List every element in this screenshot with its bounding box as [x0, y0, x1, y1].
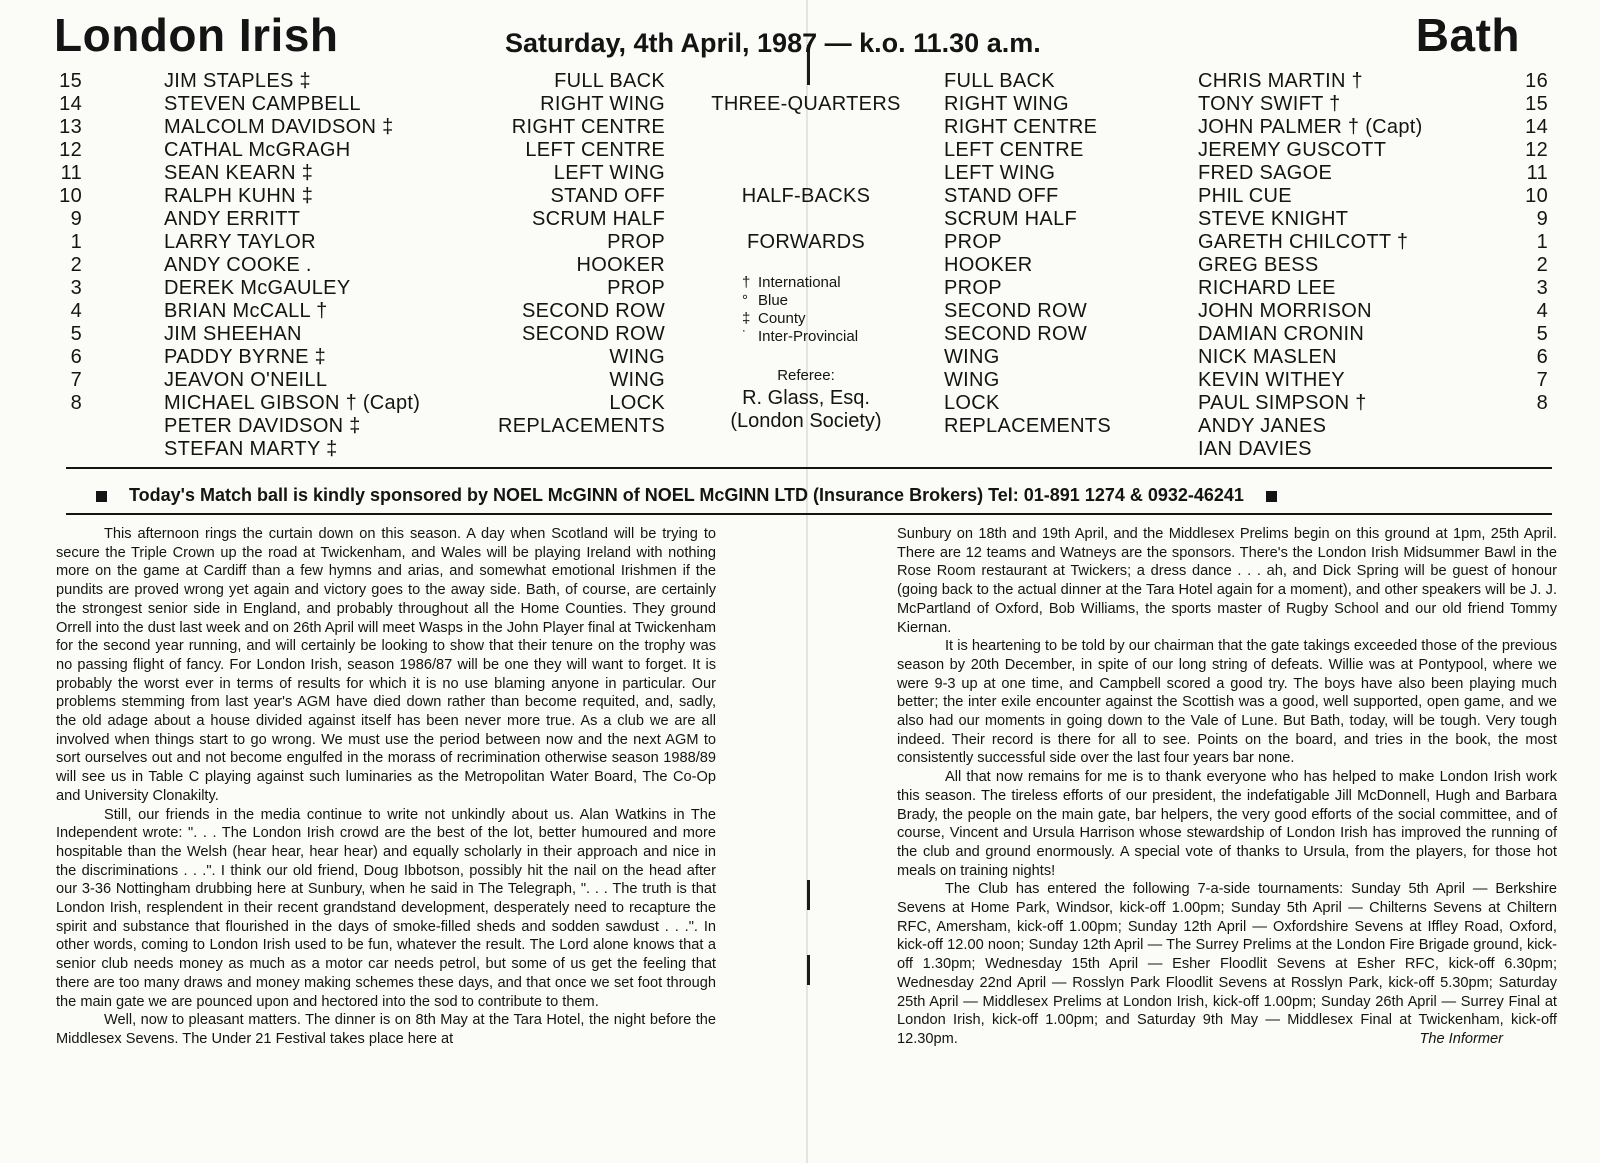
home-player: SEAN KEARN ‡ — [164, 162, 314, 184]
article-paragraph: All that now remains for me is to thank everyone who has helped to make London Irish work this season. The tireless efforts of our president, the indefatigable Jill McDonnell, Hugh and Barbara Brady, the people on the main gate, bar helpers, the very good efforts of the social committee, and of course, Vincent and Ursula Harrison whose stewardship of London Irish has improved the running of the club and ground enormously. A special vote of thanks to Ursula, from the players, for those hot meals on training nights! — [897, 769, 1557, 879]
away-player: TONY SWIFT † — [1198, 93, 1341, 115]
away-player: ANDY JANES — [1198, 415, 1327, 437]
referee-society: (London Society) — [730, 410, 882, 432]
away-player: FRED SAGOE — [1198, 162, 1333, 184]
home-player: ANDY ERRITT — [164, 208, 301, 230]
home-number: 11 — [60, 162, 82, 184]
home-player: JIM STAPLES ‡ — [164, 70, 311, 92]
home-player: PETER DAVIDSON ‡ — [164, 415, 361, 437]
away-position: WING — [944, 369, 1000, 391]
home-position: REPLACEMENTS — [498, 415, 665, 437]
key-label: County — [758, 310, 806, 327]
lineup-row — [0, 346, 1600, 369]
home-number: 13 — [59, 116, 82, 138]
key-entry — [742, 292, 858, 310]
bullet-square — [1266, 491, 1277, 502]
match-date: Saturday, 4th April, 1987 — k.o. 11.30 a.m. — [505, 28, 1041, 58]
home-number: 14 — [59, 93, 82, 115]
away-number: 3 — [1536, 277, 1548, 299]
home-number: 1 — [70, 231, 82, 253]
away-position: RIGHT CENTRE — [944, 116, 1098, 138]
home-position: PROP — [607, 277, 665, 299]
away-number: 4 — [1536, 300, 1548, 322]
lineup-row — [0, 231, 1600, 254]
away-position: SECOND ROW — [944, 300, 1087, 322]
away-position: LEFT WING — [944, 162, 1056, 184]
article-paragraph: It is heartening to be told by our chairman that the gate takings exceeded those of the previous season by 20th December, in spite of our long string of defeats. Willie was at Pontypool, where we were 9-3 up at one time, and Campbell scored a good try. The boys have also been playing much better; the inter exile encounter against the Scottish was a good, well supported, open game, and we also had our moments in going down to the Vale of Lune. But Bath, today, will be tough. Very tough indeed. Their record is there for all to see. Points on the board, and tries in the book, the most consistently successful side over the last four years bar none. — [897, 638, 1557, 767]
home-player: MALCOLM DAVIDSON ‡ — [164, 116, 394, 138]
key-entry — [742, 310, 858, 328]
unit-label: THREE-QUARTERS — [711, 93, 901, 115]
lineup-row — [0, 70, 1600, 93]
home-position: RIGHT CENTRE — [511, 116, 665, 138]
key-entry — [742, 328, 858, 346]
home-position: HOOKER — [576, 254, 665, 276]
symbol-key — [742, 274, 858, 346]
divider — [66, 513, 1552, 515]
home-player: DEREK McGAULEY — [164, 277, 351, 299]
away-player: JEREMY GUSCOTT — [1198, 139, 1387, 161]
home-position: LOCK — [609, 392, 665, 414]
away-player: JOHN MORRISON — [1198, 300, 1372, 322]
home-number: 9 — [70, 208, 82, 230]
home-position: SECOND ROW — [522, 300, 665, 322]
referee-heading: Referee: — [777, 367, 835, 384]
key-symbol: ° — [742, 292, 748, 309]
lineup-row — [0, 162, 1600, 185]
home-player: ANDY COOKE . — [164, 254, 312, 276]
home-position: LEFT CENTRE — [525, 139, 665, 161]
home-player: RALPH KUHN ‡ — [164, 185, 314, 207]
away-position: PROP — [944, 231, 1002, 253]
home-number: 10 — [59, 185, 82, 207]
home-position: LEFT WING — [553, 162, 665, 184]
away-position: LEFT CENTRE — [944, 139, 1084, 161]
away-number: 16 — [1525, 70, 1548, 92]
key-entry — [742, 274, 858, 292]
away-number: 2 — [1536, 254, 1548, 276]
home-position: RIGHT WING — [540, 93, 665, 115]
away-player: NICK MASLEN — [1198, 346, 1337, 368]
away-player: STEVE KNIGHT — [1198, 208, 1349, 230]
lineup-row — [0, 139, 1600, 162]
away-number: 1 — [1536, 231, 1548, 253]
away-number: 12 — [1525, 139, 1548, 161]
referee-name: R. Glass, Esq. — [742, 387, 870, 409]
bullet-square — [96, 491, 107, 502]
away-player: JOHN PALMER † (Capt) — [1198, 116, 1423, 138]
home-player: MICHAEL GIBSON † (Capt) — [164, 392, 421, 414]
away-position: RIGHT WING — [944, 93, 1069, 115]
article-paragraph: Sunbury on 18th and 19th April, and the Middlesex Prelims begin on this ground at 1pm, 25th April. There are 12 teams and Watneys are the sponsors. There's the London Irish Midsummer Bawl in the Rose Room restaurant at Twickers; a dress dance . . . ah, and Dick Spring will be guest of honour (going back to the actual dinner at the Tara Hotel again for a moment), and other speakers will be J. J. McPartland of Oxford, Bob Williams, the sports master of Rugby School and our old friend Tommy Kiernan. — [897, 526, 1557, 636]
unit-label: HALF-BACKS — [741, 185, 871, 207]
lineup-row — [0, 185, 1600, 208]
away-number: 10 — [1525, 185, 1548, 207]
key-symbol: ˙ — [742, 328, 747, 345]
away-number: 11 — [1526, 162, 1548, 184]
home-position: SECOND ROW — [522, 323, 665, 345]
home-position: SCRUM HALF — [531, 208, 665, 230]
home-number: 2 — [70, 254, 82, 276]
away-player: GARETH CHILCOTT † — [1198, 231, 1409, 253]
away-player: RICHARD LEE — [1198, 277, 1336, 299]
home-player: CATHAL McGRAGH — [164, 139, 351, 161]
away-number: 14 — [1525, 116, 1548, 138]
away-player: IAN DAVIES — [1198, 438, 1312, 460]
key-label: Blue — [758, 292, 789, 309]
lineup-row — [0, 93, 1600, 116]
home-number: 12 — [59, 139, 82, 161]
away-player: CHRIS MARTIN † — [1198, 70, 1363, 92]
home-number: 8 — [70, 392, 82, 414]
away-player: PAUL SIMPSON † — [1198, 392, 1367, 414]
sponsor-banner — [96, 485, 1516, 506]
away-player: PHIL CUE — [1198, 185, 1292, 207]
article-right-column — [897, 525, 1557, 1049]
home-number: 4 — [70, 300, 82, 322]
away-player: KEVIN WITHEY — [1198, 369, 1345, 391]
staple-mark — [807, 955, 810, 985]
away-position: STAND OFF — [944, 185, 1059, 207]
home-player: LARRY TAYLOR — [164, 231, 316, 253]
away-player: GREG BESS — [1198, 254, 1319, 276]
article-paragraph: Well, now to pleasant matters. The dinner is on 8th May at the Tara Hotel, the night before the Middlesex Sevens. The Under 21 Festival takes place here at — [56, 1012, 716, 1047]
home-position: WING — [609, 346, 665, 368]
home-position: WING — [609, 369, 665, 391]
lineup-row — [0, 116, 1600, 139]
home-player: STEFAN MARTY ‡ — [164, 438, 338, 460]
away-position: SCRUM HALF — [944, 208, 1078, 230]
away-player: DAMIAN CRONIN — [1198, 323, 1365, 345]
key-label: Inter-Provincial — [758, 328, 859, 345]
article-signature: The Informer — [1419, 1031, 1503, 1047]
home-number: 15 — [59, 70, 82, 92]
home-player: PADDY BYRNE ‡ — [164, 346, 327, 368]
home-player: JIM SHEEHAN — [164, 323, 302, 345]
unit-label: FORWARDS — [747, 231, 865, 253]
away-number: 6 — [1536, 346, 1548, 368]
away-number: 15 — [1525, 93, 1548, 115]
home-number: 6 — [70, 346, 82, 368]
home-player: BRIAN McCALL † — [164, 300, 328, 322]
away-position: FULL BACK — [944, 70, 1055, 92]
divider — [66, 467, 1552, 469]
article-left-column — [56, 525, 716, 1049]
away-number: 7 — [1536, 369, 1548, 391]
key-symbol: ‡ — [742, 310, 751, 327]
lineup-row — [0, 438, 1600, 461]
home-position: FULL BACK — [554, 70, 665, 92]
home-player: STEVEN CAMPBELL — [164, 93, 361, 115]
article-paragraph: Still, our friends in the media continue to write not unkindly about us. Alan Watkins in The Independent wrote: ". . . The London Irish crowd are the best of the lot, better humoured and more hospitable than the Welsh (hear hear, hear hear) and equally scholarly in their approach and nice in the discriminations . . .". I think our old friend, Doug Ibbotson, possibly hit the nail on the head after our 3-36 Nottingham drubbing here at Sunbury, when he said in The Telegraph, ". . . The truth is that London Irish, resplendent in their recent grandstand development, desperately need to recapture the spirit and substance that flourished in the days of smoke-filled sheds and sodden sawdust . . .". In other words, coming to London Irish used to be fun, whatever the result. The Lord alone knows that a senior club needs money as much as a motor car needs petrol, but some of us get the feeling that there are too many draws and money making schemes these days, and that once we set foot through the main gate we are pounced upon and hectored into the sod to contribute to them. — [56, 806, 716, 1010]
key-symbol: † — [742, 274, 751, 291]
home-number: 5 — [70, 323, 82, 345]
lineup-row — [0, 208, 1600, 231]
home-number: 3 — [70, 277, 82, 299]
away-number: 9 — [1536, 208, 1548, 230]
home-team-title: London Irish — [54, 9, 339, 61]
away-position: WING — [944, 346, 1000, 368]
away-team-title: Bath — [1415, 9, 1520, 61]
key-label: International — [758, 274, 841, 291]
away-position: REPLACEMENTS — [944, 415, 1111, 437]
home-position: STAND OFF — [550, 185, 665, 207]
sponsor-text: Today's Match ball is kindly sponsored by NOEL McGINN of NOEL McGINN LTD (Insurance Brokers) Tel: 01-891 1274 & 0932-46241 — [129, 485, 1244, 505]
home-position: PROP — [607, 231, 665, 253]
home-number: 7 — [70, 369, 82, 391]
home-player: JEAVON O'NEILL — [164, 369, 328, 391]
away-position: HOOKER — [944, 254, 1033, 276]
away-number: 8 — [1536, 392, 1548, 414]
away-position: PROP — [944, 277, 1002, 299]
staple-mark — [807, 880, 810, 910]
article-paragraph: This afternoon rings the curtain down on this season. A day when Scotland will be trying to secure the Triple Crown up the road at Twickenham, and Wales will be playing Ireland with nothing more on the game at Cardiff than a few hymns and arias, and somewhat emotional Irishmen if the pundits are proved wrong yet again and victory goes to the away side. Bath, of course, are certainly the strongest senior side in England, and probably throughout all the Home Counties. They ground Orrell into the dust last week and on 26th April will meet Wasps in the John Player final at Twickenham for the second year running, and will certainly be looking to show that their tenure on the trophy was no passing flight of fancy. For London Irish, season 1986/87 will be one they will want to forget. It is probably the worst ever in terms of results for which it is no use blaming anyone in particular. Our problems stemming from last year's AGM have died down rather than become requited, and, sadly, the old adage about a house divided against itself has been never more true. As a club we are all involved when things start to go wrong. We must use the period between now and the next AGM to sort ourselves out and not become engulfed in the morass of recrimination otherwise season 1988/89 will see us in Table C playing against such luminaries as the Metropolitan Water Board, The Co-Op and University Clonakilty. — [56, 526, 716, 804]
article-paragraph: The Club has entered the following 7-a-side tournaments: Sunday 5th April — Berkshire Sevens at Home Park, Windsor, kick-off 1.00pm; Sunday 5th April — Chilterns Sevens at Chiltern RFC, Amersham, kick-off 1.00pm; Sunday 12th April — Oxfordshire Sevens at Iffley Road, Oxford, kick-off 12.00 noon; Sunday 12th April — The Surrey Prelims at the London Fire Brigade ground, kick-off 1.30pm; Wednesday 15th April — Esher Floodlit Sevens at Esher RFC, kick-off 6.30pm; Wednesday 22nd April — Rosslyn Park Floodlit Sevens at Rosslyn Park, kick-off 5.30pm; Saturday 25th April — Middlesex Prelims at London Irish, kick-off 1.00pm; Sunday 26th April — Surrey Final at London Irish, kick-off 1.00pm; and Saturday 9th May — Middlesex Final at Twickenham, kick-off 12.30pm. — [897, 881, 1557, 1047]
away-position: LOCK — [944, 392, 1000, 414]
away-number: 5 — [1536, 323, 1548, 345]
away-position: SECOND ROW — [944, 323, 1087, 345]
